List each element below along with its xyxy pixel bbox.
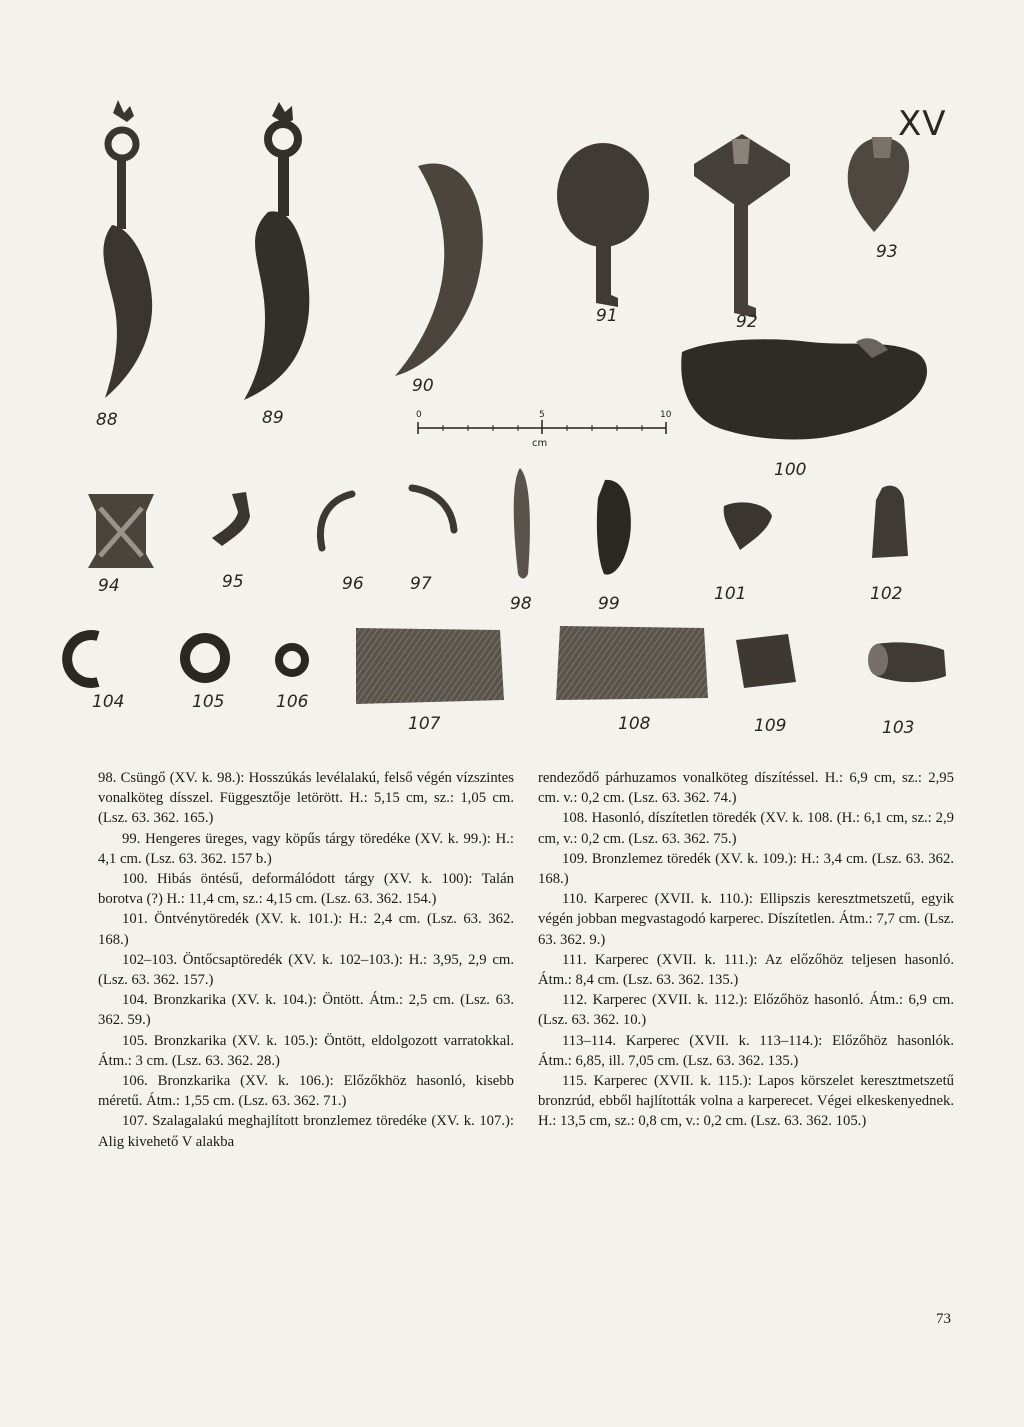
artifact-93-pendant xyxy=(848,137,909,232)
artifact-101-casting-fragment xyxy=(724,502,772,550)
figure-label: 108 xyxy=(618,714,651,734)
catalog-entry: 102–103. Öntőcsaptöredék (XV. k. 102–103.): H.: 3,95, 2,9 cm. (Lsz. 63. 362. 157.) xyxy=(98,951,514,989)
figure-label: 95 xyxy=(222,572,244,592)
catalog-entry: 104. Bronzkarika (XV. k. 104.): Öntött. Átm.: 2,5 cm. (Lsz. 63. 362. 59.) xyxy=(98,992,514,1029)
figure-label: 101 xyxy=(714,584,747,604)
figure-label: 100 xyxy=(774,460,807,480)
artifact-99-tubular-fragment xyxy=(597,480,631,575)
text-column-left xyxy=(98,768,514,1152)
figure-label: 105 xyxy=(192,692,225,712)
figure-label: 98 xyxy=(510,594,532,614)
figure-label: 109 xyxy=(754,716,787,736)
figure-label: 103 xyxy=(882,718,915,738)
catalog-entry: 110. Karperec (XVII. k. 110.): Ellipszis keresztmetszetű, egyik végén jobban megvastagodó karperec. Díszítetlen. Átm.: 7,7 cm. (Lsz. 63. 362. 9.) xyxy=(538,891,954,948)
page-number: 73 xyxy=(936,1311,951,1327)
artifact-96-arc-fragment xyxy=(320,494,352,548)
catalog-entry: 108. Hasonló, díszítetlen töredék (XV. k. 108. (H.: 6,1 cm, sz.: 2,9 cm, v.: 0,2 cm. (Lsz. 63. 362. 75.) xyxy=(538,810,954,847)
catalog-entry: 99. Hengeres üreges, vagy köpűs tárgy töredéke (XV. k. 99.): H.: 4,1 cm. (Lsz. 63. 362. 157 b.) xyxy=(98,830,514,867)
scale-unit: cm xyxy=(532,438,548,449)
catalog-entry: 115. Karperec (XVII. k. 115.): Lapos körszelet keresztmetszetű bronzrúd, ebből hajlították volna a karperecet. Végei elkeskenyednek. H.: 13,5 cm, sz.: 0,8 cm, v.: 0,2 cm. (Lsz. 63. 362. 105.) xyxy=(538,1073,954,1130)
scale-bar xyxy=(414,410,672,450)
scale-label-end: 10 xyxy=(660,410,672,420)
figure-label: 107 xyxy=(408,714,441,734)
figure-label: 91 xyxy=(596,306,618,326)
text-column-right xyxy=(538,768,954,1132)
figure-label: 104 xyxy=(92,692,125,712)
figure-label: 88 xyxy=(96,410,118,430)
catalog-entry: 106. Bronzkarika (XV. k. 106.): Előzőkhöz hasonló, kisebb méretű. Átm.: 1,55 cm. (Lsz. 63. 362. 71.) xyxy=(98,1073,514,1110)
artifact-102-sprue-fragment xyxy=(872,486,908,558)
artifact-100-deformed-object xyxy=(681,338,927,439)
figure-label: 99 xyxy=(598,594,620,614)
catalog-entry: 105. Bronzkarika (XV. k. 105.): Öntött, eldolgozott varratokkal. Átm.: 3 cm. (Lsz. 63. 362. 28.) xyxy=(98,1032,514,1069)
figure-label: 102 xyxy=(870,584,903,604)
catalog-entry: 109. Bronzlemez töredék (XV. k. 109.): H.: 3,4 cm. (Lsz. 63. 362. 168.) xyxy=(538,850,954,888)
artifact-107-sheet-fragment xyxy=(356,628,504,704)
catalog-entry: 101. Öntvénytöredék (XV. k. 101.): H.: 2,4 cm. (Lsz. 63. 362. 168.) xyxy=(98,911,514,948)
figure-label: 92 xyxy=(736,312,758,332)
artifact-95-bent-fragment xyxy=(212,492,250,546)
artifact-104-ring xyxy=(67,635,98,683)
artifact-106-ring xyxy=(279,647,305,673)
artifact-105-ring xyxy=(185,638,225,678)
figure-label: 96 xyxy=(342,574,364,594)
figure-label: 106 xyxy=(276,692,309,712)
catalog-entry-continued: rendeződő párhuzamos vonalköteg díszítéssel. H.: 6,9 cm, sz.: 2,95 cm. v.: 0,2 cm. (Lsz. 63. 362. 74.) xyxy=(538,770,954,807)
artifact-90-sickle xyxy=(395,164,483,376)
scale-label-mid: 5 xyxy=(539,410,545,420)
artifact-88-sickle xyxy=(103,100,152,398)
artifact-97-arc-fragment xyxy=(412,488,454,530)
figure-label: 94 xyxy=(98,576,120,596)
catalog-entry: 113–114. Karperec (XVII. k. 113–114.): Előzőhöz hasonlók. Átm.: 6,85, ill. 7,05 cm. (Lsz. 63. 362. 135.) xyxy=(538,1032,954,1069)
figure-label: 89 xyxy=(262,408,284,428)
artifact-108-sheet-fragment xyxy=(556,626,708,700)
artifact-91-pendant xyxy=(557,143,649,307)
figure-label: 93 xyxy=(876,242,898,262)
catalog-entry: 112. Karperec (XVII. k. 112.): Előzőhöz hasonló. Átm.: 6,9 cm. (Lsz. 63. 362. 10.) xyxy=(538,992,954,1029)
artifact-89-sickle xyxy=(244,102,309,400)
plate-number: XV xyxy=(898,104,947,144)
artifact-103-sprue-fragment xyxy=(868,642,946,682)
catalog-entry: 111. Karperec (XVII. k. 111.): Az előzőhöz teljesen hasonló. Átm.: 8,4 cm. (Lsz. 63. 362. 135.) xyxy=(538,951,954,989)
figure-label: 90 xyxy=(412,376,434,396)
artifact-92-pendant xyxy=(694,134,790,318)
artifact-94-mould xyxy=(88,494,154,568)
artifact-98-pendant xyxy=(514,468,530,579)
catalog-entry: 107. Szalagalakú meghajlított bronzlemez töredéke (XV. k. 107.): Alig kivehető V alakba xyxy=(98,1113,514,1150)
catalog-entry: 98. Csüngő (XV. k. 98.): Hosszúkás levélalakú, felső végén vízszintes vonalköteg dísszel. Függesztője letörött. H.: 5,15 cm, sz.: 1,05 cm. (Lsz. 63. 362. 165.) xyxy=(98,770,514,827)
scale-label-start: 0 xyxy=(416,410,422,420)
figure-label: 97 xyxy=(410,574,432,594)
artifact-109-sheet-fragment xyxy=(736,634,796,688)
catalog-entry: 100. Hibás öntésű, deformálódott tárgy (XV. k. 100): Talán borotva (?) H.: 11,4 cm, sz.: 4,15 cm. (Lsz. 63. 362. 154.) xyxy=(98,871,514,908)
